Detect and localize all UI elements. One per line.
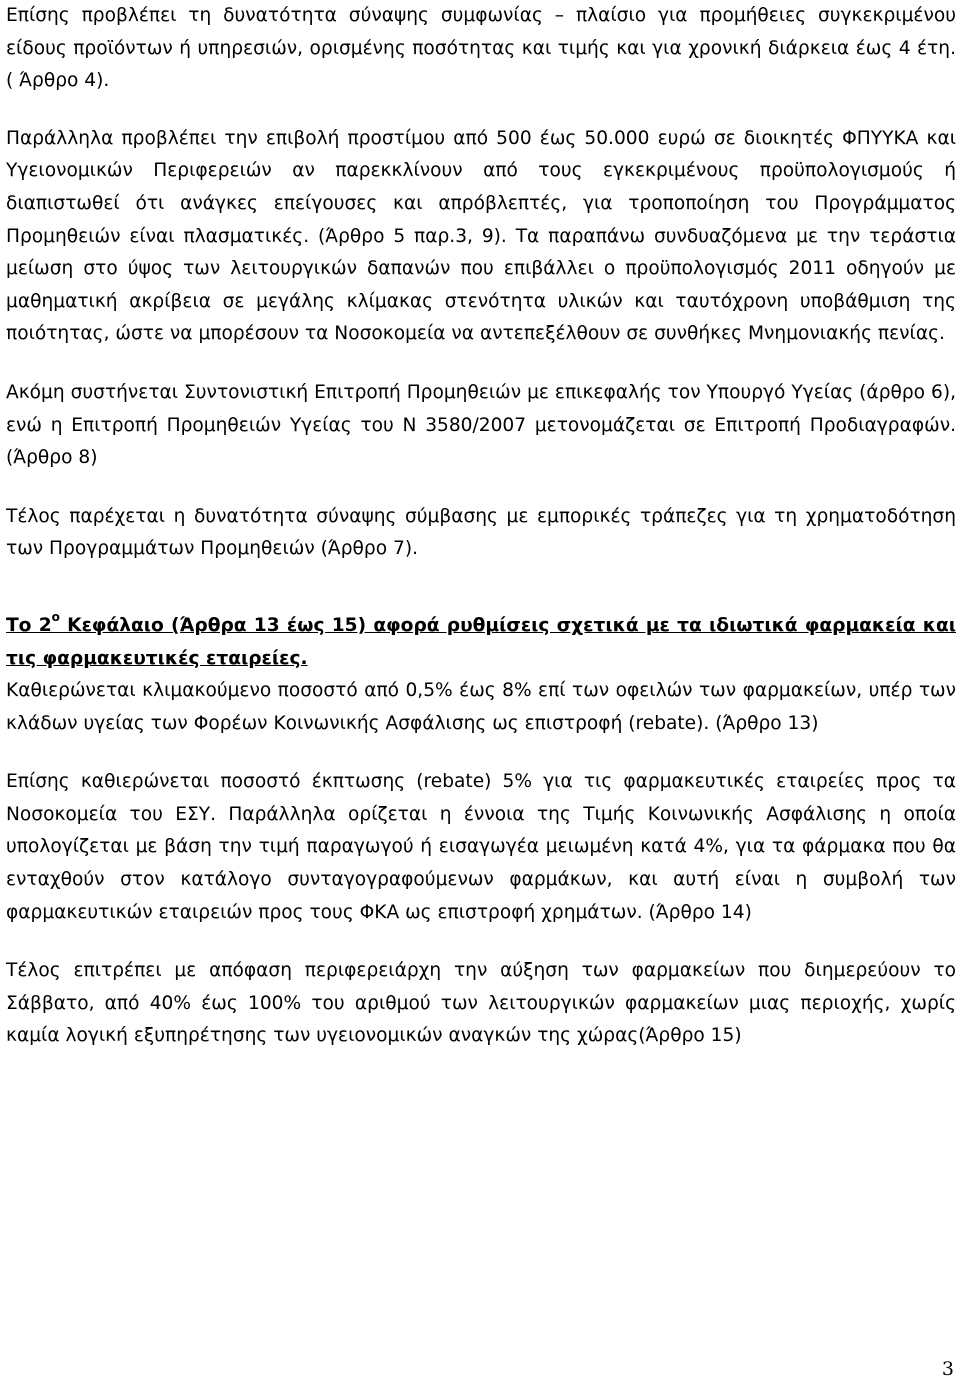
paragraph-fines: Παράλληλα προβλέπει την επιβολή προστίμου από 500 έως 50.000 ευρώ σε διοικητές ΦΠΥΥΚΑ και Υγειονομικών Περιφερειών αν παρεκκλίνουν από τους εγκεκριμένους προϋπολογισμούς ή διαπιστωθεί ότι ανάγκες επείγουσες και απρόβλεπτές, για τροποποίηση του Προγράμματος Προμηθειών είναι πλασματικές. (Άρθρο 5 παρ.3, 9). Τα παραπάνω συνδυαζόμενα με την τεράστια μείωση στο ύψος των λειτουργικών δαπανών που επιβάλλει ο προϋπολογισμός 2011 οδηγούν με μαθηματική ακρίβεια σε μεγάλης κλίμακας στενότητα υλικών και ταυτόχρονη υποβάθμιση της ποιότητας, ώστε να μπορέσουν τα Νοσοκομεία να αντεπεξέλθουν σε συνθήκες Μνημονιακής πενίας. — [6, 127, 956, 345]
chapter-2-heading — [6, 610, 956, 675]
paragraph-coordinating-committee: Ακόμη συστήνεται Συντονιστική Επιτροπή Προμηθειών με επικεφαλής τον Υπουργό Υγείας (άρθρο 6), ενώ η Επιτροπή Προμηθειών Υγείας του Ν 3580/2007 μετονομάζεται σε Επιτροπή Προδιαγραφών. (Άρθρο 8) — [6, 381, 956, 469]
page-number: 3 — [941, 1358, 954, 1380]
paragraph-bank-financing: Τέλος παρέχεται η δυνατότητα σύναψης σύμβασης με εμπορικές τράπεζες για τη χρηματοδότηση των Προγραμμάτων Προμηθειών (Άρθρο 7). — [6, 505, 956, 560]
paragraph-rebate-companies: Επίσης καθιερώνεται ποσοστό έκπτωσης (rebate) 5% για τις φαρμακευτικές εταιρείες προς τα Νοσοκομεία του ΕΣΥ. Παράλληλα ορίζεται η έννοια της Τιμής Κοινωνικής Ασφάλισης η οποία υπολογίζεται με βάση την τιμή παραγωγού ή εισαγωγέα μειωμένη κατά 4%, για τα φάρμακα που θα ενταχθούν στον κατάλογο συνταγογραφούμενων φαρμάκων, και αυτή είναι η συμβολή των φαρμακευτικών εταιρειών προς τους ΦΚΑ ως επιστροφή χρημάτων. (Άρθρο 14) — [6, 771, 956, 923]
chapter-2-heading-prefix: Το 2 — [6, 614, 52, 636]
paragraph-saturday-pharmacies: Τέλος επιτρέπει με απόφαση περιφερειάρχη την αύξηση των φαρμακείων που διημερεύουν το Σάββατο, από 40% έως 100% του αριθμού των λειτουργικών φαρμακείων μιας περιοχής, χωρίς καμία λογική εξυπηρέτησης των υγειονομικών αναγκών της χώρας(Άρθρο 15) — [6, 960, 956, 1047]
paragraph-rebate-pharmacies: Καθιερώνεται κλιμακούμενο ποσοστό από 0,5% έως 8% επί των οφειλών των φαρμακείων, υπέρ των κλάδων υγείας των Φορέων Κοινωνικής Ασφάλισης ως επιστροφή (rebate). (Άρθρο 13) — [6, 680, 956, 734]
document-page — [6, 0, 956, 1053]
paragraph-framework-agreement: Επίσης προβλέπει τη δυνατότητα σύναψης συμφωνίας – πλαίσιο για προμήθειες συγκεκριμένου είδους προϊόντων ή υπηρεσιών, ορισμένης ποσότητας και τιμής και για χρονική διάρκεια έως 4 έτη. ( Άρθρο 4). — [6, 5, 956, 92]
chapter-2-heading-text: Κεφάλαιο (Άρθρα 13 έως 15) αφορά ρυθμίσεις σχετικά με τα ιδιωτικά φαρμακεία και τις φαρμακευτικές εταιρείες. — [6, 614, 956, 669]
chapter-2-heading-superscript: ο — [51, 609, 60, 624]
